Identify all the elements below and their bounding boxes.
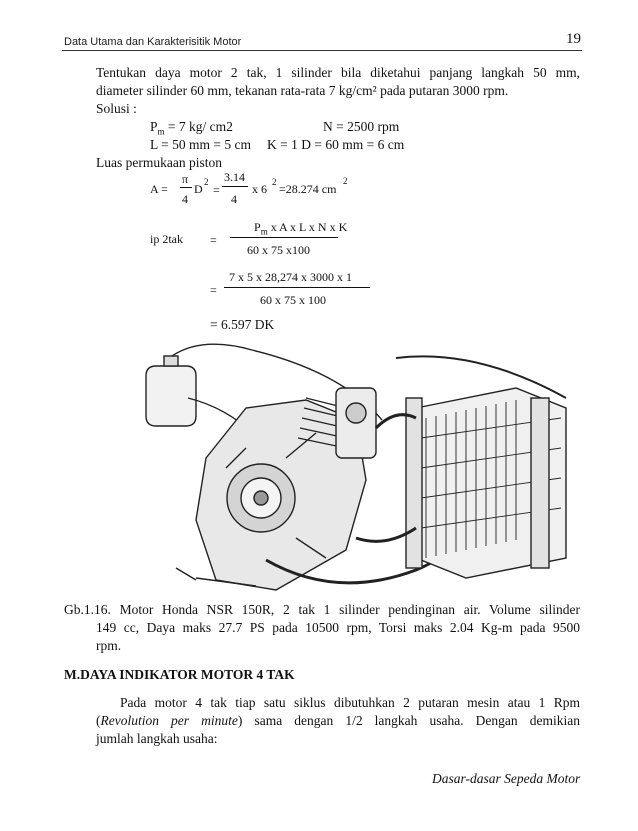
area-equals: =	[213, 183, 220, 197]
diameter-symbol: D	[194, 182, 203, 196]
ip-equals-2: =	[210, 283, 217, 297]
given-k-d: K = 1 D = 60 mm = 6 cm	[267, 137, 405, 152]
area-denominator: 4	[231, 192, 237, 206]
engine-illustration	[136, 338, 584, 600]
given-n: N = 2500 rpm	[323, 119, 400, 134]
frac-bar-pi	[180, 187, 192, 188]
area-label: Luas permukaan piston	[96, 155, 222, 170]
figure-caption-line-2: 149 cc, Daya maks 27.7 PS pada 10500 rpm, Torsi maks 2.04 Kg-m pada 9500	[96, 620, 580, 635]
six-exponent: 2	[272, 177, 277, 187]
area-x6: x 6	[252, 182, 267, 196]
area-lhs: A =	[150, 182, 168, 196]
given-pm: $P_m = 7$ kg/ cm2	[150, 119, 233, 137]
problem-line-2: diameter silinder 60 mm, tekanan rata-rata 7 kg/cm² pada putaran 3000 rpm.	[96, 83, 509, 98]
section-paragraph-line-1: Pada motor 4 tak tiap satu siklus dibutuhkan 2 putaran mesin atau 1 Rpm	[120, 695, 580, 710]
ip-denominator-1: 60 x 75 x100	[247, 243, 310, 257]
page-number: 19	[566, 31, 581, 47]
header-rule	[62, 50, 582, 51]
frac-bar-314	[222, 186, 248, 187]
section-paragraph-line-3: jumlah langkah usaha:	[96, 731, 218, 746]
figure-caption-line-1: Gb.1.16. Motor Honda NSR 150R, 2 tak 1 silinder pendinginan air. Volume silinder	[64, 602, 580, 617]
section-paragraph-line-2: (Revolution per minute) sama dengan 1/2 langkah usaha. Dengan demikian	[96, 713, 580, 728]
section-heading: M.DAYA INDIKATOR MOTOR 4 TAK	[64, 667, 295, 682]
d-exponent: 2	[204, 177, 209, 187]
figure-caption-line-3: rpm.	[96, 638, 122, 653]
ip-numerator-2: 7 x 5 x 28,274 x 3000 x 1	[229, 270, 352, 284]
ip-equals-1: =	[210, 233, 217, 247]
header-title: Data Utama dan Karakterisitik Motor	[64, 36, 242, 48]
pi-denominator: 4	[182, 192, 188, 206]
ip-numerator-1: $P_m$ x A x L x N x K	[254, 220, 348, 237]
cm-exponent: 2	[343, 176, 348, 186]
ip-result: = 6.597 DK	[210, 317, 275, 332]
problem-line-1: Tentukan daya motor 2 tak, 1 silinder bila diketahui panjang langkah 50 mm,	[96, 65, 580, 80]
solusi-label: Solusi :	[96, 101, 137, 116]
area-numerator: 3.14	[224, 170, 245, 184]
frac-bar-ip-2	[224, 287, 370, 288]
ip-denominator-2: 60 x 75 x 100	[260, 293, 326, 307]
frac-bar-ip-1	[230, 237, 338, 238]
ip-label: ip 2tak	[150, 232, 183, 246]
footer-text: Dasar-dasar Sepeda Motor	[432, 771, 581, 786]
area-result: =28.274 cm	[279, 182, 337, 196]
pi-symbol: π	[182, 172, 189, 186]
given-l: L = 50 mm = 5 cm	[150, 137, 251, 152]
